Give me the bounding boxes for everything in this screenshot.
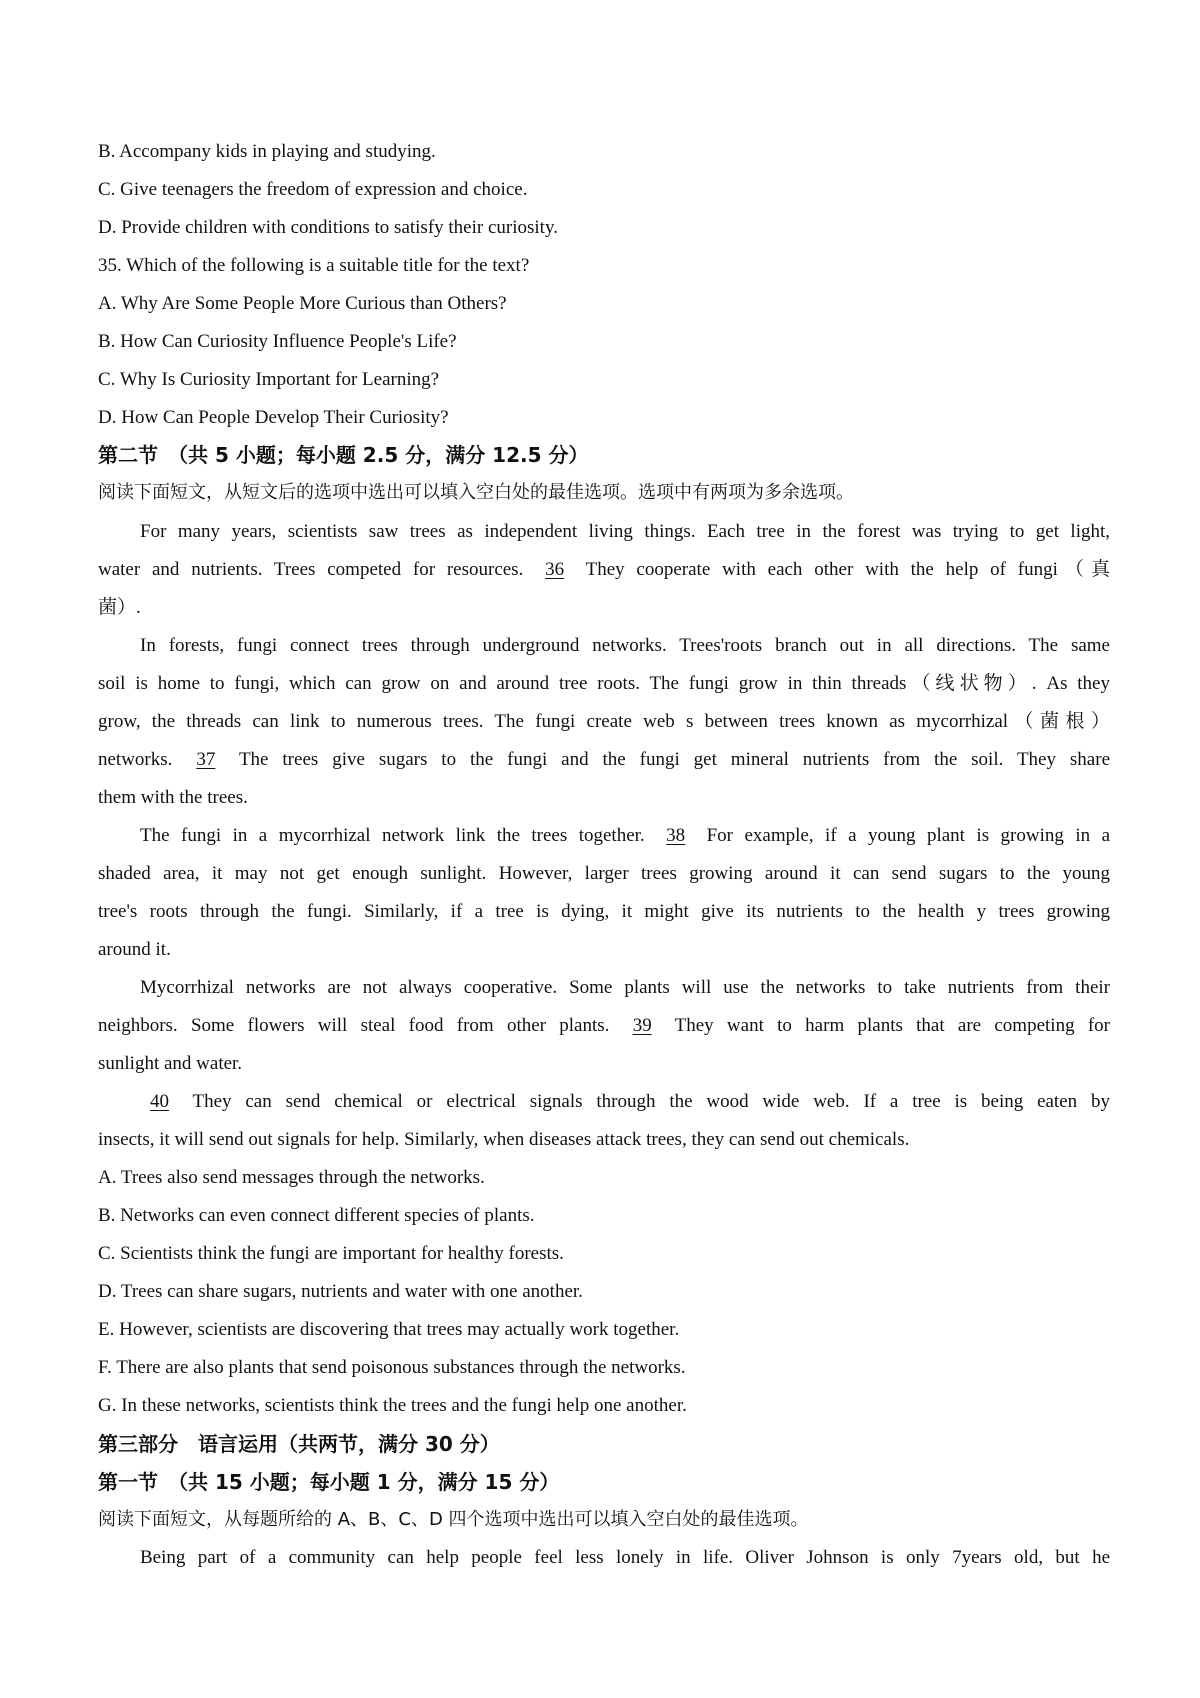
part3-section1-heading: 第一节 （共 15 小题；每小题 1 分，满分 15 分） xyxy=(98,1470,560,1494)
passage-text: They can send chemical or electrical signals through the wood wide web. If a tree is being eaten by xyxy=(192,1091,1110,1112)
blank-39: 39 xyxy=(632,1015,652,1036)
q34-option-c: C. Give teenagers the freedom of expression and choice. xyxy=(98,179,528,200)
option-a: A. Trees also send messages through the networks. xyxy=(98,1167,485,1188)
passage-p3-line2: shaded area, it may not get enough sunlight. However, larger trees growing around it can send sugars to the young xyxy=(98,863,1110,884)
q35-question: 35. Which of the following is a suitable title for the text? xyxy=(98,255,530,276)
passage-text: For example, if a young plant is growing in a xyxy=(706,825,1111,846)
passage-p1-line2 xyxy=(98,558,1110,582)
option-b: B. Networks can even connect different species of plants. xyxy=(98,1205,535,1226)
passage-p5-line2: insects, it will send out signals for help. Similarly, when diseases attack trees, they can send out chemicals. xyxy=(98,1129,910,1150)
blank-40: 40 xyxy=(150,1091,169,1112)
q35-option-d: D. How Can People Develop Their Curiosity? xyxy=(98,407,449,428)
part3-heading: 第三部分 语言运用（共两节，满分 30 分） xyxy=(98,1432,500,1456)
passage-p2-line3: grow, the threads can link to numerous trees. The fungi create web s between trees known as mycorrhizal（菌根） xyxy=(98,711,1110,732)
passage-p2-line5: them with the trees. xyxy=(98,787,248,808)
passage-p4-line2 xyxy=(98,1014,1110,1038)
blank-37: 37 xyxy=(196,749,216,770)
passage-text: The fungi in a mycorrhizal network link the trees together. xyxy=(140,825,645,846)
part3-instruction: 阅读下面短文，从每题所给的 A、B、C、D 四个选项中选出可以填入空白处的最佳选项。 xyxy=(98,1509,809,1530)
option-d: D. Trees can share sugars, nutrients and water with one another. xyxy=(98,1281,583,1302)
passage-p3-line4: around it. xyxy=(98,939,171,960)
passage-p3-line3: tree's roots through the fungi. Similarly, if a tree is dying, it might give its nutrients to the health y trees growing xyxy=(98,901,1110,922)
passage-p4-line3: sunlight and water. xyxy=(98,1053,243,1074)
option-c: C. Scientists think the fungi are important for healthy forests. xyxy=(98,1243,564,1264)
passage-text: networks. xyxy=(98,749,173,770)
passage-text: They want to harm plants that are competing for xyxy=(674,1015,1110,1036)
option-f: F. There are also plants that send poisonous substances through the networks. xyxy=(98,1357,686,1378)
passage-p3-line1 xyxy=(140,824,1110,848)
option-e: E. However, scientists are discovering that trees may actually work together. xyxy=(98,1319,680,1340)
passage-text: The trees give sugars to the fungi and the fungi get mineral nutrients from the soil. They share xyxy=(238,749,1110,770)
section2-instruction: 阅读下面短文，从短文后的选项中选出可以填入空白处的最佳选项。选项中有两项为多余选项。 xyxy=(98,482,854,503)
q35-option-c: C. Why Is Curiosity Important for Learning? xyxy=(98,369,440,390)
passage-p2-line2: soil is home to fungi, which can grow on and around tree roots. The fungi grow in thin threads（线状物）. As they xyxy=(98,673,1110,694)
passage-text: They cooperate with each other with the help of fungi（真 xyxy=(585,559,1110,580)
q35-option-b: B. How Can Curiosity Influence People's Life? xyxy=(98,331,457,352)
passage-text: neighbors. Some flowers will steal food from other plants. xyxy=(98,1015,610,1036)
passage-p1-line1: For many years, scientists saw trees as independent living things. Each tree in the forest was trying to get light, xyxy=(140,521,1110,542)
passage-p4-line1: Mycorrhizal networks are not always cooperative. Some plants will use the networks to take nutrients from their xyxy=(140,977,1110,998)
q34-option-d: D. Provide children with conditions to satisfy their curiosity. xyxy=(98,217,558,238)
passage-p2-line4 xyxy=(98,748,1110,772)
passage-text: water and nutrients. Trees competed for resources. xyxy=(98,559,524,580)
q35-option-a: A. Why Are Some People More Curious than Others? xyxy=(98,293,507,314)
blank-36: 36 xyxy=(545,559,565,580)
q34-option-b: B. Accompany kids in playing and studying. xyxy=(98,141,436,162)
passage-p5-line1 xyxy=(140,1090,1110,1114)
option-g: G. In these networks, scientists think the trees and the fungi help one another. xyxy=(98,1395,687,1416)
passage-p2-line1: In forests, fungi connect trees through underground networks. Trees'roots branch out in all directions. The same xyxy=(140,635,1110,656)
section2-heading: 第二节 （共 5 小题；每小题 2.5 分，满分 12.5 分） xyxy=(98,443,589,467)
blank-38: 38 xyxy=(666,825,686,846)
part3-passage-line1: Being part of a community can help people feel less lonely in life. Oliver Johnson is only 7years old, but he xyxy=(140,1547,1110,1568)
passage-p1-line3: 菌）. xyxy=(98,597,141,618)
